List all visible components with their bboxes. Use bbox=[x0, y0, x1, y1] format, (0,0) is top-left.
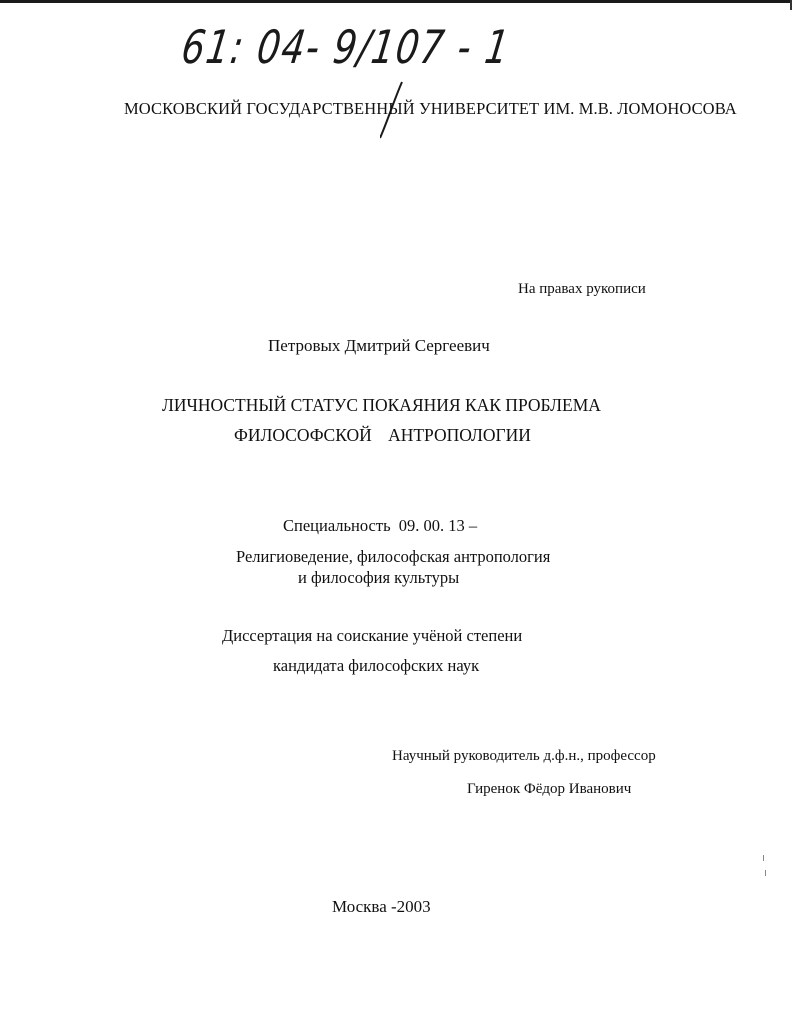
specialty-name-line2: и философия культуры bbox=[298, 568, 460, 587]
specialty-code: 09. 00. 13 – bbox=[398, 516, 478, 535]
supervisor-title: Научный руководитель д.ф.н., профессор bbox=[392, 748, 656, 764]
dissertation-title-line2: ФИЛОСОФСКОЙ АНТРОПОЛОГИИ bbox=[234, 425, 531, 445]
scan-border-top bbox=[0, 0, 792, 3]
author-name: Петровых Дмитрий Сергеевич bbox=[268, 336, 490, 355]
scan-speck bbox=[763, 855, 764, 861]
city-year: Москва -2003 bbox=[332, 897, 431, 916]
manuscript-note: На правах рукописи bbox=[518, 281, 646, 297]
specialty-name-line1: Религиоведение, философская антропология bbox=[236, 547, 551, 566]
degree-line2: кандидата философских наук bbox=[273, 656, 480, 675]
handwritten-archive-code: 61: 04- 9/107 - 1 bbox=[178, 20, 514, 74]
supervisor-name: Гиренок Фёдор Иванович bbox=[467, 781, 632, 797]
degree-line1: Диссертация на соискание учёной степени bbox=[222, 626, 523, 645]
specialty-line bbox=[283, 516, 477, 536]
scan-speck bbox=[765, 870, 766, 876]
specialty-label: Специальность bbox=[283, 516, 391, 535]
university-name: МОСКОВСКИЙ ГОСУДАРСТВЕННЫЙ УНИВЕРСИТЕТ ИМ. М.В. ЛОМОНОСОВА bbox=[124, 99, 737, 118]
dissertation-title-line1: ЛИЧНОСТНЫЙ СТАТУС ПОКАЯНИЯ КАК ПРОБЛЕМА bbox=[162, 395, 601, 415]
